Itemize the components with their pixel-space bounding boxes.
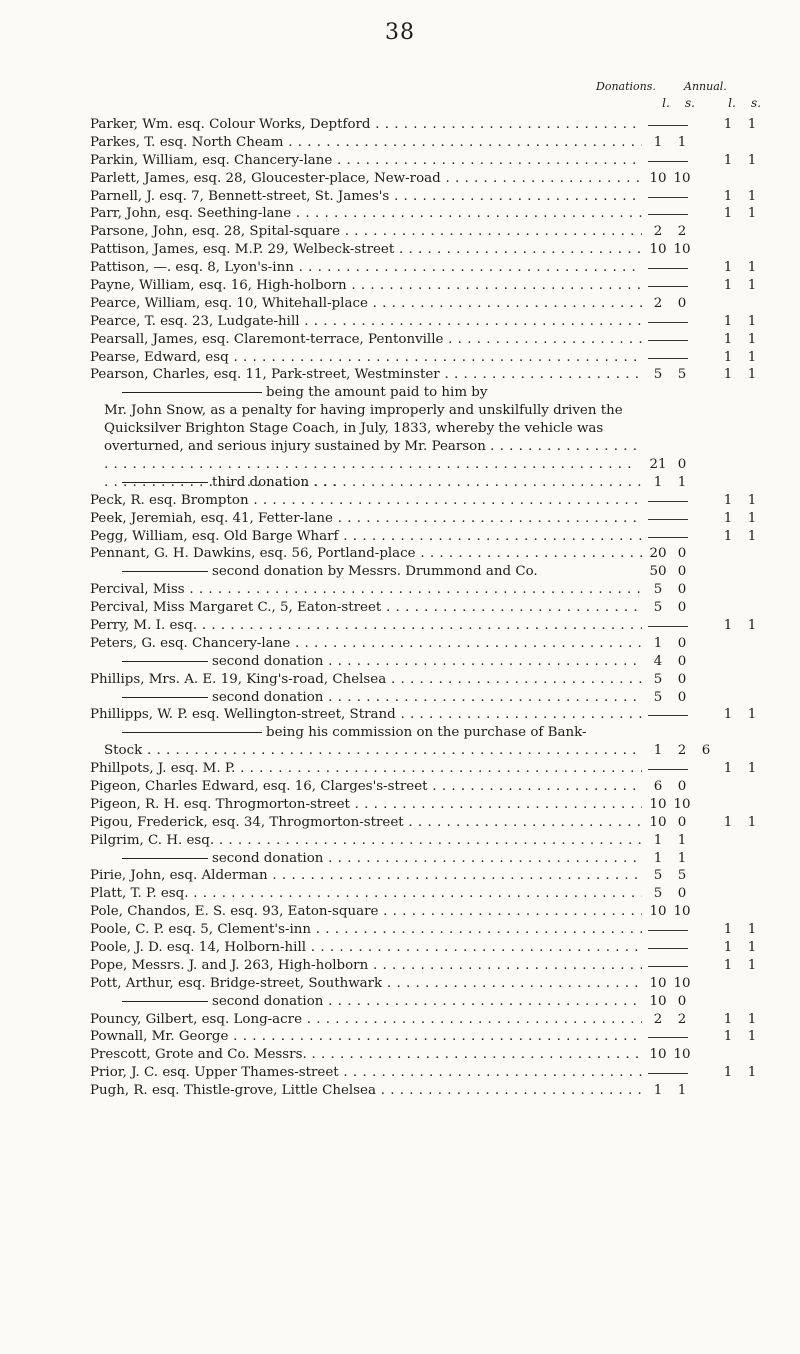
list-item <box>90 635 790 653</box>
annual-pounds: 1 <box>723 510 733 526</box>
annual-pounds: 1 <box>723 707 733 723</box>
entry-name: Parlett, James, esq. 28, Gloucester-place, New-road . . . <box>90 170 642 188</box>
donation-shillings: 0 <box>677 582 687 598</box>
donation-pounds: 10 <box>649 242 667 258</box>
donations-units <box>654 96 702 110</box>
no-donation-rule <box>648 125 688 126</box>
entry-name: second donation . . . <box>122 653 642 671</box>
annual-pounds: 1 <box>723 922 733 938</box>
donation-pounds: 2 <box>653 1011 663 1027</box>
annual-pounds: 1 <box>723 492 733 508</box>
entry-name: Peters, G. esq. Chancery-lane . . . <box>90 635 642 653</box>
entry-name: Pirie, John, esq. Alderman . . . <box>90 867 642 885</box>
list-item <box>90 850 790 868</box>
entry-name: Pouncy, Gilbert, esq. Long-acre . . . <box>90 1011 642 1029</box>
ditto-rule <box>122 482 208 483</box>
annual-pounds: 1 <box>723 206 733 222</box>
donation-shillings: 1 <box>677 134 687 150</box>
annual-shillings: 1 <box>747 331 757 347</box>
annual-shillings: 1 <box>747 940 757 955</box>
entry-name: Pownall, Mr. George . . . <box>90 1028 642 1046</box>
donation-pounds: 5 <box>653 886 663 902</box>
list-item <box>90 671 790 689</box>
donation-pounds: 20 <box>649 546 667 562</box>
annual-units <box>720 96 768 110</box>
ditto-rule <box>122 732 262 733</box>
donation-pounds: 1 <box>653 474 663 490</box>
list-item <box>90 349 790 367</box>
annual-shillings: 1 <box>747 349 757 365</box>
entry-name: Prior, J. C. esq. Upper Thames-street . . . <box>90 1064 642 1082</box>
list-item <box>90 760 790 778</box>
list-item <box>90 134 790 152</box>
no-donation-rule <box>648 501 688 502</box>
list-item <box>90 474 790 492</box>
list-item <box>90 1046 790 1064</box>
annual-shillings: 1 <box>747 510 757 526</box>
entry-name: Parkin, William, esq. Chancery-lane . . . <box>90 152 642 170</box>
annual-shillings: 1 <box>747 617 757 633</box>
entry-name: Percival, Miss Margaret C., 5, Eaton-street . . . <box>90 599 642 617</box>
entry-name: Pearsall, James, esq. Claremont-terrace, Pentonville . . . <box>90 331 642 349</box>
list-item <box>90 1064 790 1082</box>
list-item <box>90 1028 790 1046</box>
donation-pence: 6 <box>701 743 711 759</box>
entry-name: second donation . . . <box>122 689 642 707</box>
entry-name: Platt, T. P. esq. . . . <box>90 885 642 903</box>
ditto-rule <box>122 571 208 572</box>
annual-pounds: 1 <box>723 349 733 365</box>
no-donation-rule <box>648 286 688 287</box>
entry-name: second donation . . . <box>122 850 642 868</box>
annual-pounds: 1 <box>723 528 733 544</box>
annual-shillings: 1 <box>747 1065 757 1081</box>
annual-pounds: 1 <box>723 278 733 294</box>
list-item <box>90 653 790 671</box>
annual-shillings: 1 <box>747 922 757 938</box>
list-item <box>90 277 790 295</box>
entry-name: Pearse, Edward, esq . . . <box>90 349 642 367</box>
list-item <box>90 617 790 635</box>
list-item <box>90 116 790 134</box>
list-item <box>90 170 790 188</box>
entry-name: Pennant, G. H. Dawkins, esq. 56, Portland-place . . . <box>90 545 642 563</box>
note-first-line <box>90 724 790 742</box>
entry-name: Parnell, J. esq. 7, Bennett-street, St. James's . . . <box>90 188 642 206</box>
no-donation-rule <box>648 358 688 359</box>
donation-shillings: 0 <box>677 778 687 794</box>
donation-pounds: 5 <box>653 582 663 598</box>
donation-shillings: 1 <box>677 474 687 490</box>
list-item <box>90 1082 790 1100</box>
note-first-line <box>90 384 790 402</box>
list-item <box>90 563 790 581</box>
entry-name: Pilgrim, C. H. esq. . . . <box>90 832 642 850</box>
entry-name: Pole, Chandos, E. S. esq. 93, Eaton-square . . . <box>90 903 642 921</box>
entry-name: Pearce, William, esq. 10, Whitehall-place . . . <box>90 295 642 313</box>
list-item <box>90 599 790 617</box>
donation-pounds: 2 <box>653 295 663 311</box>
list-item <box>90 188 790 206</box>
annual-shillings: 1 <box>747 1011 757 1027</box>
subscriber-list <box>90 116 790 1100</box>
no-donation-rule <box>648 268 688 269</box>
list-item <box>90 492 790 510</box>
no-donation-rule <box>648 626 688 627</box>
entry-name: Pegg, William, esq. Old Barge Wharf . . . <box>90 528 642 546</box>
annual-pounds: 1 <box>723 152 733 168</box>
donation-shillings: 1 <box>677 850 687 866</box>
entry-name: Percival, Miss . . . <box>90 581 642 599</box>
donation-shillings: 0 <box>677 564 687 580</box>
donation-shillings: 10 <box>673 975 691 991</box>
donation-pounds: 1 <box>653 635 663 651</box>
donations-shillings-unit: s. <box>685 96 695 110</box>
list-item <box>90 152 790 170</box>
annual-shillings: 1 <box>747 367 757 383</box>
entry-name: Payne, William, esq. 16, High-holborn . . . <box>90 277 642 295</box>
list-item <box>90 796 790 814</box>
annual-pounds-unit: l. <box>728 96 736 110</box>
entry-name: Phillipps, W. P. esq. Wellington-street, Strand . . . <box>90 706 642 724</box>
annual-shillings: 1 <box>747 278 757 294</box>
annual-shillings: 1 <box>747 528 757 544</box>
donation-shillings: 0 <box>677 689 687 705</box>
donation-shillings: 10 <box>673 170 691 186</box>
donation-pounds: 10 <box>649 796 667 812</box>
entry-name: Peek, Jeremiah, esq. 41, Fetter-lane . . . <box>90 510 642 528</box>
annual-shillings: 1 <box>747 492 757 508</box>
donation-shillings: 0 <box>677 546 687 562</box>
donation-pounds: 1 <box>653 743 663 759</box>
entry-name: second donation by Messrs. Drummond and Co. <box>122 563 642 581</box>
ditto-rule <box>122 392 262 393</box>
annual-shillings: 1 <box>747 761 757 777</box>
entry-name: Parkes, T. esq. North Cheam . . . <box>90 134 642 152</box>
donation-pounds: 6 <box>653 778 663 794</box>
donation-pounds: 1 <box>653 1083 663 1099</box>
donation-pounds: 5 <box>653 671 663 687</box>
donation-pounds: 5 <box>653 868 663 884</box>
entry-name: Parr, John, esq. Seething-lane . . . <box>90 205 642 223</box>
donation-shillings: 2 <box>677 1011 687 1027</box>
donation-pounds: 5 <box>653 600 663 616</box>
donation-pounds: 10 <box>649 1047 667 1063</box>
list-item <box>90 366 790 384</box>
list-item <box>90 313 790 331</box>
donation-shillings: 1 <box>677 832 687 848</box>
entry-name: Pigeon, R. H. esq. Throgmorton-street . . . <box>90 796 642 814</box>
annual-pounds: 1 <box>723 331 733 347</box>
donation-shillings: 1 <box>677 1083 687 1099</box>
donation-shillings: 0 <box>677 635 687 651</box>
donation-shillings: 0 <box>677 886 687 902</box>
no-donation-rule <box>648 966 688 967</box>
donation-pounds: 10 <box>649 975 667 991</box>
annual-shillings: 1 <box>747 260 757 276</box>
no-donation-rule <box>648 930 688 931</box>
donations-column-heading: Donations. <box>596 80 656 93</box>
annual-pounds: 1 <box>723 188 733 204</box>
ditto-rule <box>122 661 208 662</box>
list-item <box>90 867 790 885</box>
list-item <box>90 832 790 850</box>
annual-pounds: 1 <box>723 1065 733 1081</box>
list-item <box>90 814 790 832</box>
annual-shillings: 1 <box>747 152 757 168</box>
list-item <box>90 241 790 259</box>
ditto-rule <box>122 1001 208 1002</box>
no-donation-rule <box>648 715 688 716</box>
list-item <box>90 528 790 546</box>
entry-name: Pattison, James, esq. M.P. 29, Welbeck-street . . . <box>90 241 642 259</box>
list-item <box>90 510 790 528</box>
annual-shillings: 1 <box>747 117 757 132</box>
note-first-line-text: being his commission on the purchase of Bank- <box>122 724 674 742</box>
donations-pounds-unit: l. <box>662 96 670 110</box>
donation-pounds: 4 <box>653 653 663 669</box>
entry-name: second donation . . . <box>122 993 642 1011</box>
annual-pounds: 1 <box>723 117 733 132</box>
donation-shillings: 0 <box>677 653 687 669</box>
note-first-line-text: being the amount paid to him by <box>122 384 674 402</box>
list-item <box>90 975 790 993</box>
annual-shillings-unit: s. <box>751 96 761 110</box>
list-item <box>90 223 790 241</box>
donation-shillings: 10 <box>673 796 691 812</box>
donation-pounds: 10 <box>649 814 667 830</box>
annual-pounds: 1 <box>723 313 733 329</box>
donation-shillings: 10 <box>673 1047 691 1063</box>
list-item <box>90 545 790 563</box>
list-item <box>90 689 790 707</box>
entry-name: Parsone, John, esq. 28, Spital-square . . . <box>90 223 642 241</box>
list-item <box>90 957 790 975</box>
donation-pounds: 10 <box>649 993 667 1009</box>
donation-shillings: 2 <box>677 224 687 240</box>
list-item <box>90 1011 790 1029</box>
donation-shillings: 5 <box>677 367 687 383</box>
donation-pounds: 1 <box>653 134 663 150</box>
note-last-line <box>90 742 790 760</box>
no-donation-rule <box>648 214 688 215</box>
annual-shillings: 1 <box>747 206 757 222</box>
entry-name: Pearce, T. esq. 23, Ludgate-hill . . . <box>90 313 642 331</box>
annual-shillings: 1 <box>747 1029 757 1045</box>
donation-pounds: 10 <box>649 170 667 186</box>
annual-pounds: 1 <box>723 617 733 633</box>
donation-shillings: 10 <box>673 904 691 920</box>
no-donation-rule <box>648 519 688 520</box>
donation-shillings: 2 <box>677 743 687 759</box>
entry-name: Pattison, —. esq. 8, Lyon's-inn . . . <box>90 259 642 277</box>
donation-pounds: 1 <box>653 832 663 848</box>
entry-name: Phillpots, J. esq. M. P. . . . <box>90 760 642 778</box>
no-donation-rule <box>648 1073 688 1074</box>
entry-name: Pigeon, Charles Edward, esq. 16, Clarges's-street . . . <box>90 778 642 796</box>
entry-name: Pope, Messrs. J. and J. 263, High-holborn . . . <box>90 957 642 975</box>
no-donation-rule <box>648 340 688 341</box>
entry-name: Perry, M. I. esq. . . . <box>90 617 642 635</box>
annual-pounds: 1 <box>723 1029 733 1045</box>
annual-shillings: 1 <box>747 707 757 723</box>
annual-pounds: 1 <box>723 761 733 777</box>
entry-name: Pugh, R. esq. Thistle-grove, Little Chelsea . . . <box>90 1082 642 1100</box>
note-body <box>90 402 790 474</box>
entry-name: Poole, J. D. esq. 14, Holborn-hill . . . <box>90 939 642 957</box>
no-donation-rule <box>648 948 688 949</box>
list-item <box>90 885 790 903</box>
ditto-rule <box>122 697 208 698</box>
list-item <box>90 993 790 1011</box>
ditto-rule <box>122 858 208 859</box>
annual-pounds: 1 <box>723 940 733 955</box>
donation-pounds: 1 <box>653 850 663 866</box>
donation-shillings: 0 <box>677 814 687 830</box>
donation-shillings: 10 <box>673 242 691 258</box>
annual-pounds: 1 <box>723 1011 733 1027</box>
entry-name: Peck, R. esq. Brompton . . . <box>90 492 642 510</box>
list-item <box>90 778 790 796</box>
entry-name: Pearson, Charles, esq. 11, Park-street, Westminster . . . <box>90 366 642 384</box>
no-donation-rule <box>648 769 688 770</box>
annual-shillings: 1 <box>747 313 757 329</box>
entry-name: Parker, Wm. esq. Colour Works, Deptford . . . <box>90 116 642 134</box>
list-item <box>90 295 790 313</box>
list-item <box>90 939 790 957</box>
entry-name: third donation . . . <box>122 474 642 492</box>
entry-name: Phillips, Mrs. A. E. 19, King's-road, Chelsea . . . <box>90 671 642 689</box>
list-item <box>90 706 790 724</box>
entry-name: Prescott, Grote and Co. Messrs. . . . <box>90 1046 642 1064</box>
no-donation-rule <box>648 1037 688 1038</box>
no-donation-rule <box>648 161 688 162</box>
donation-shillings: 0 <box>677 295 687 311</box>
annual-pounds: 1 <box>723 260 733 276</box>
entry-name: Pigou, Frederick, esq. 34, Throgmorton-street . . . <box>90 814 642 832</box>
annual-pounds: 1 <box>723 957 733 973</box>
donation-shillings: 0 <box>677 600 687 616</box>
annual-shillings: 1 <box>747 814 757 830</box>
donation-shillings: 5 <box>677 868 687 884</box>
donation-pounds: 5 <box>653 367 663 383</box>
list-item <box>90 331 790 349</box>
annual-shillings: 1 <box>747 188 757 204</box>
note-body-text: Mr. John Snow, as a penalty for having improperly and unskilfully driven the Quicksilver Brighton Stage Coach, in July, 1833, whereby the vehicle was overturned, and serious injury sustained by Mr. Pearson . . . <box>104 402 640 492</box>
donation-pounds: 5 <box>653 689 663 705</box>
annual-column-heading: Annual. <box>684 80 727 93</box>
entry-name: Poole, C. P. esq. 5, Clement's-inn . . . <box>90 921 642 939</box>
donation-shillings: 0 <box>677 671 687 687</box>
donation-pounds: 21 <box>649 456 667 472</box>
list-item <box>90 903 790 921</box>
annual-pounds: 1 <box>723 814 733 830</box>
no-donation-rule <box>648 537 688 538</box>
page-number: 38 <box>385 20 415 45</box>
no-donation-rule <box>648 322 688 323</box>
donation-pounds: 10 <box>649 904 667 920</box>
list-item <box>90 259 790 277</box>
donation-shillings: 0 <box>677 456 687 472</box>
no-donation-rule <box>648 197 688 198</box>
entry-name: Pott, Arthur, esq. Bridge-street, Southwark . . . <box>90 975 642 993</box>
donation-pounds: 50 <box>649 564 667 580</box>
donation-pounds: 2 <box>653 224 663 240</box>
donation-shillings: 0 <box>677 993 687 1009</box>
list-item <box>90 581 790 599</box>
note-last-line-text: Stock . . . <box>104 742 642 760</box>
annual-pounds: 1 <box>723 367 733 383</box>
list-item <box>90 205 790 223</box>
list-item <box>90 921 790 939</box>
annual-shillings: 1 <box>747 957 757 973</box>
